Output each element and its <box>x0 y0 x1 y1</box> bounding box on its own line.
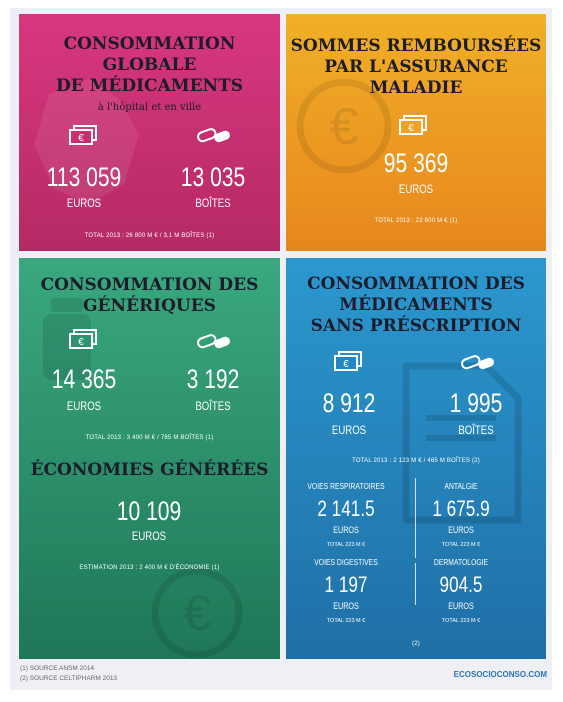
sub-note-analgesia: TOTAL 223 M € <box>441 542 481 548</box>
savings-note: ESTIMATION 2013 : 2 400 M € D'ÉCONOMIE (1) <box>79 565 220 571</box>
unit-euros: EUROS <box>331 423 367 437</box>
panel-reimbursed <box>286 14 546 251</box>
unit-boxes: BOÎTES <box>195 399 231 413</box>
svg-text:€: € <box>343 359 349 370</box>
value-euros: 95 369 <box>383 148 449 178</box>
website-link[interactable]: ECOSOCIOCONSO.COM <box>453 670 547 679</box>
value-euros: 8 912 <box>322 388 376 418</box>
unit-euros: EUROS <box>66 196 102 210</box>
panel-note: TOTAL 2013 : 3 400 M € / 785 M BOÎTES (1) <box>85 435 214 441</box>
source-2: (2) SOURCE CELTIPHARM 2013 <box>20 675 118 682</box>
sub-value-digestive: 1 197 <box>324 572 368 597</box>
unit-euros: EUROS <box>398 182 434 196</box>
svg-text:€: € <box>78 337 84 348</box>
euro-banknote-icon <box>334 350 364 372</box>
savings-title: ÉCONOMIES GÉNÉRÉES <box>30 460 269 480</box>
panel-global-consumption <box>19 14 280 251</box>
value-euros: 113 059 <box>46 162 122 192</box>
unit-euros: EUROS <box>66 399 102 413</box>
panel-footnote: (2) <box>412 641 420 647</box>
panel-generics <box>19 258 280 659</box>
svg-text:€: € <box>329 98 359 156</box>
sub-label-respiratory: VOIES RESPIRATOIRES <box>307 482 385 491</box>
svg-text:€: € <box>78 133 84 144</box>
panel-note: TOTAL 2013 : 26 800 M € / 3,1 M BOÎTES (1) <box>84 233 215 239</box>
pills-icon <box>196 126 232 146</box>
sub-label-dermatology: DERMATOLOGIE <box>433 558 489 567</box>
sub-note-respiratory: TOTAL 223 M € <box>326 542 366 548</box>
sub-note-dermatology: TOTAL 223 M € <box>441 618 481 624</box>
sub-value-respiratory: 2 141.5 <box>317 496 375 521</box>
euro-banknote-icon <box>399 114 429 136</box>
svg-text:€: € <box>408 123 414 134</box>
sub-value-dermatology: 904.5 <box>439 572 483 597</box>
panel-title: SOMMES REMBOURSÉES PAR L'ASSURANCE MALADIE <box>290 36 542 98</box>
savings-value: 10 109 <box>116 496 182 526</box>
sub-unit-digestive: EUROS <box>333 601 359 611</box>
panel-note: TOTAL 2013 : 2 123 M € / 465 M BOÎTES (2) <box>352 458 480 464</box>
sub-unit-analgesia: EUROS <box>448 525 474 535</box>
sub-unit-respiratory: EUROS <box>333 525 359 535</box>
pills-icon <box>460 353 496 373</box>
pills-icon <box>196 332 232 352</box>
sub-label-analgesia: ANTALGIE <box>444 482 478 491</box>
svg-text:€: € <box>183 585 211 641</box>
unit-boxes: BOÎTES <box>458 423 494 437</box>
euro-banknote-icon <box>69 328 99 350</box>
sub-note-digestive: TOTAL 223 M € <box>326 618 366 624</box>
panel-subtitle: à l'hôpital et en ville <box>97 102 202 113</box>
sub-label-digestive: VOIES DIGESTIVES <box>314 558 378 567</box>
value-boxes: 1 995 <box>449 388 503 418</box>
panel-note: TOTAL 2013 : 22 600 M € (1) <box>374 218 458 224</box>
unit-boxes: BOÎTES <box>195 196 231 210</box>
euro-banknote-icon <box>69 124 99 146</box>
savings-unit: EUROS <box>131 529 167 543</box>
value-euros: 14 365 <box>51 364 117 394</box>
value-boxes: 3 192 <box>186 364 240 394</box>
value-boxes: 13 035 <box>180 162 246 192</box>
panel-title: CONSOMMATION GLOBALE DE MÉDICAMENTS <box>55 34 244 96</box>
panel-otc <box>286 258 546 659</box>
sub-value-analgesia: 1 675.9 <box>432 496 490 521</box>
euro-coin-icon <box>147 563 247 659</box>
panel-title: CONSOMMATION DES MÉDICAMENTS SANS PRÉSCRIPTION <box>307 274 525 336</box>
sub-unit-dermatology: EUROS <box>448 601 474 611</box>
panel-title: CONSOMMATION DES GÉNÉRIQUES <box>40 275 259 316</box>
divider <box>415 563 416 605</box>
source-1: (1) SOURCE ANSM 2014 <box>20 665 95 672</box>
